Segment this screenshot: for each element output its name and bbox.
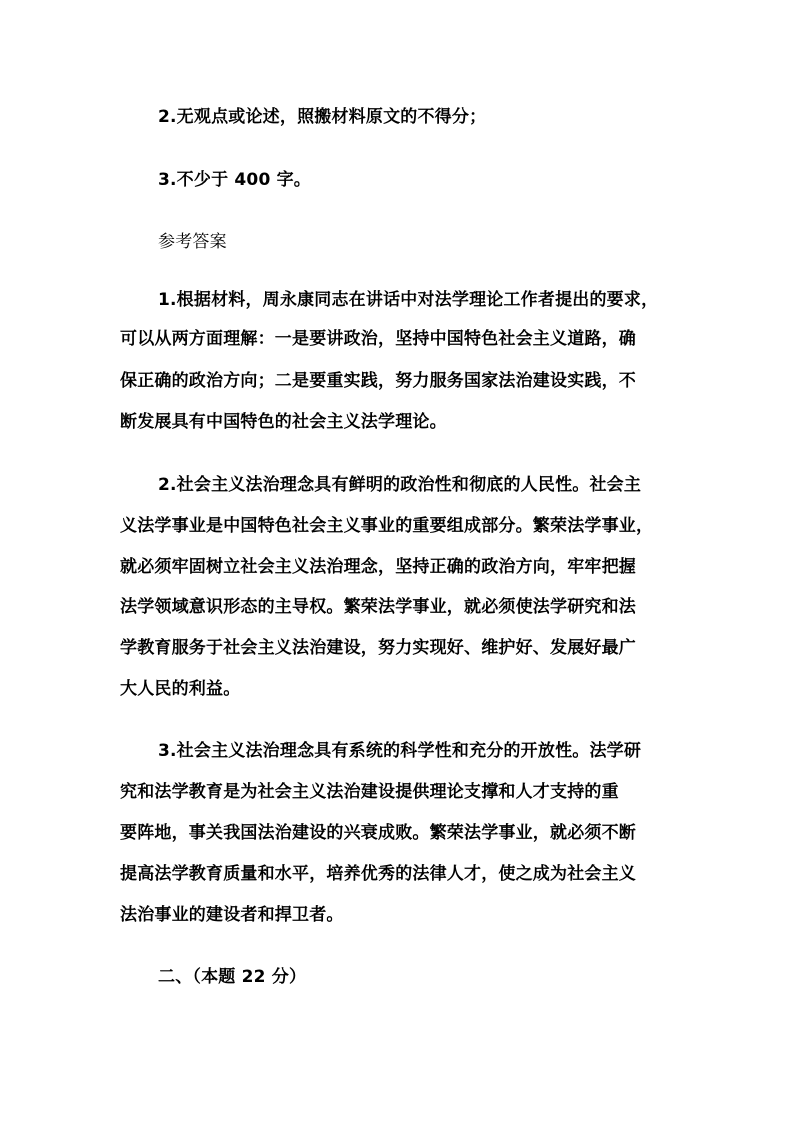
text-line-answer-1: 可以从两方面理解：一是要讲政治，坚持中国特色社会主义道路，确 [120, 329, 636, 349]
text-line-answer-2: 义法学事业是中国特色社会主义事业的重要组成部分。繁荣法学事业， [120, 516, 654, 536]
section-heading-question-2: 二、（本题 22 分） [158, 967, 307, 987]
text-line-answer-2: 大人民的利益。 [120, 679, 241, 699]
text-line-answer-3: 法治事业的建设者和捍卫者。 [120, 905, 344, 925]
text-line-answer-1: 保正确的政治方向；二是要重实践，努力服务国家法治建设实践，不 [120, 371, 636, 391]
section-heading-reference-answer: 参考答案 [158, 232, 227, 252]
text-line-answer-3: 3.社会主义法治理念具有系统的科学性和充分的开放性。法学研 [158, 741, 642, 761]
text-line-answer-1: 断发展具有中国特色的社会主义法学理论。 [120, 412, 447, 432]
text-line-answer-2: 2.社会主义法治理念具有鲜明的政治性和彻底的人民性。社会主 [158, 475, 642, 495]
text-line-answer-3: 提高法学教育质量和水平，培养优秀的法律人才，使之成为社会主义 [120, 864, 636, 884]
text-line-answer-2: 就必须牢固树立社会主义法治理念，坚持正确的政治方向，牢牢把握 [120, 557, 636, 577]
text-line-answer-3: 要阵地，事关我国法治建设的兴衰成败。繁荣法学事业，就必须不断 [120, 823, 636, 843]
text-line-requirement-2: 2.无观点或论述，照搬材料原文的不得分； [158, 107, 487, 127]
text-line-answer-3: 究和法学教育是为社会主义法治建设提供理论支撑和人才支持的重 [120, 782, 619, 802]
text-line-answer-2: 学教育服务于社会主义法治建设，努力实现好、维护好、发展好最广 [120, 638, 636, 658]
text-line-answer-1: 1.根据材料，周永康同志在讲话中对法学理论工作者提出的要求， [158, 290, 659, 310]
text-line-answer-2: 法学领域意识形态的主导权。繁荣法学事业，就必须使法学研究和法 [120, 597, 636, 617]
text-line-requirement-3: 3.不少于 400 字。 [158, 170, 312, 190]
